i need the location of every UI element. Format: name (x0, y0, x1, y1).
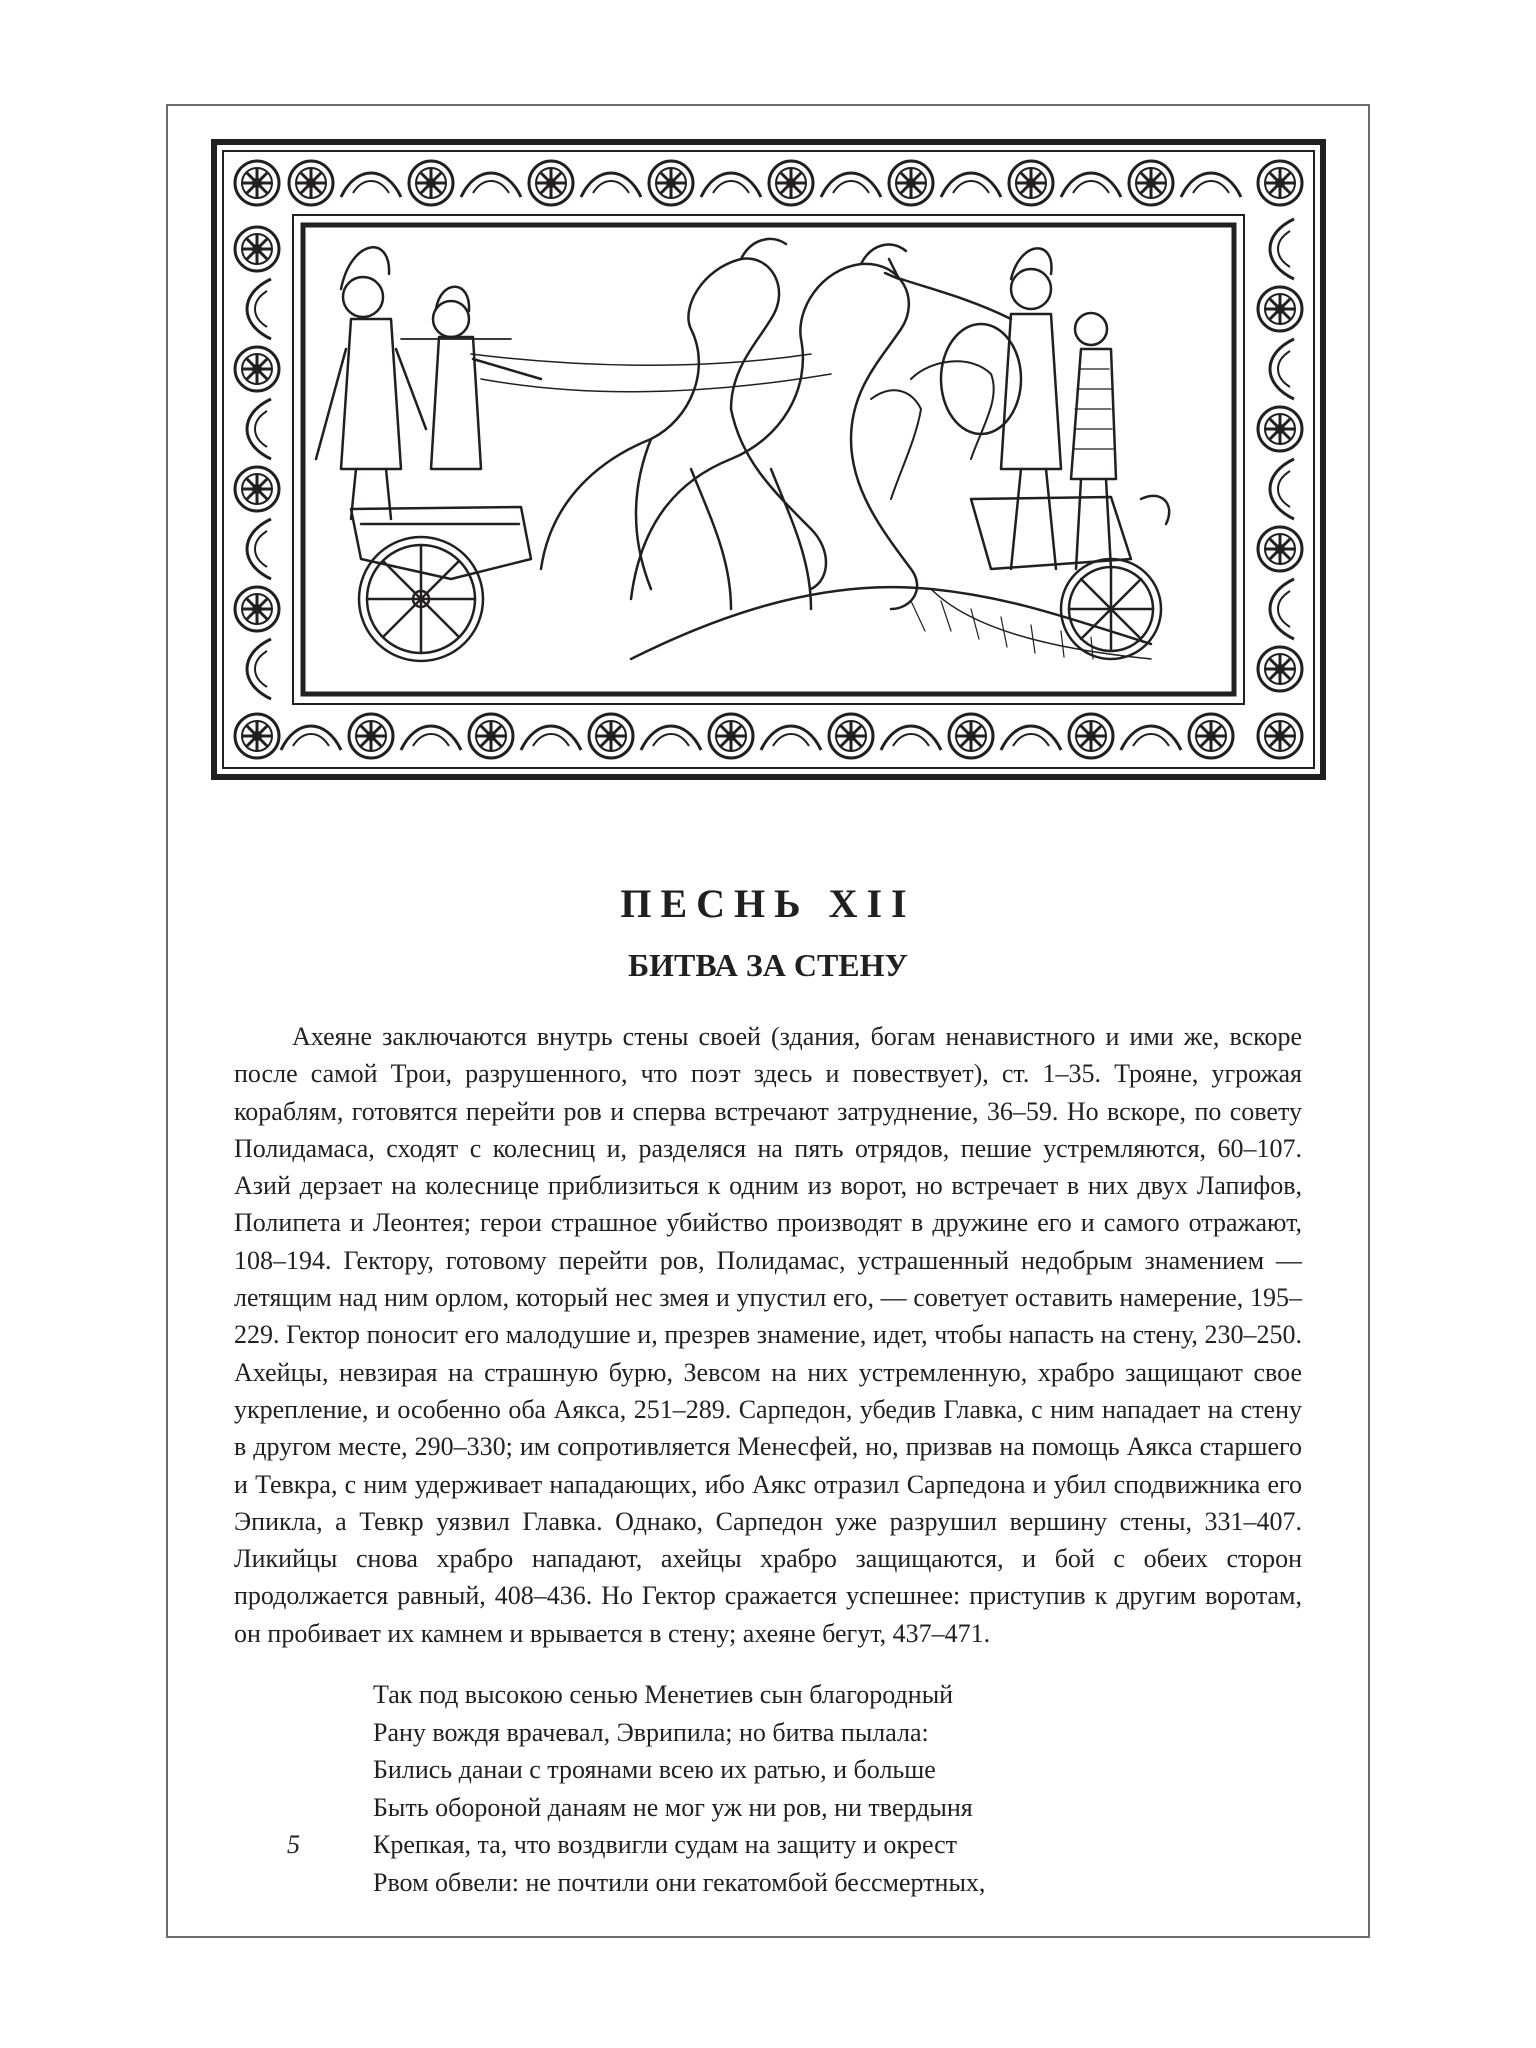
verse-line-text: Быть обороной данаям не мог уж ни ров, ни твердыня (373, 1792, 973, 1822)
canto-subtitle: БИТВА ЗА СТЕНУ (628, 947, 908, 983)
line-number: 5 (287, 1830, 300, 1859)
canto-title: ПЕСНЬ XII (620, 881, 916, 926)
verse-line-text: Рану вождя врачевал, Эврипила; но битва пылала: (373, 1717, 929, 1747)
verse-line (240, 1864, 1240, 1902)
verse-line (240, 1789, 1240, 1827)
verse-line-text: Крепкая, та, что воздвигли судам на защиту и окрест (373, 1830, 958, 1859)
verse-line (240, 1714, 1240, 1752)
verse-line-text: Так под высокою сенью Менетиев сын благородный (373, 1680, 954, 1709)
verse-line (240, 1751, 1240, 1789)
canto-argument-paragraph: Ахеяне заключаются внутрь стены своей (здания, богам ненавистного и ими же, вскоре после самой Трои, разрушенного, что поэт здесь и повествует), ст. 1–35. Трояне, угрожая кораблям, готовятся перейти ров и сперва встречают затруднение, 36–59. Но вскоре, по совету Полидамаса, сходят с колесниц и, разделяся на пять отрядов, пешие устремляются, 60–107. Азий дерзает на колеснице приблизиться к одним из ворот, но встречает в них двух Лапифов, Полипета и Леонтея; герои страшное убийство производят в дружине его и самого отражают, 108–194. Гектору, готовому перейти ров, Полидамас, устрашенный недобрым знамением — летящим над ним орлом, который нес змея и упустил его, — советует оставить намерение, 195–229. Гектор поносит его малодушие и, презрев знамение, идет, чтобы напасть на стену, 230–250. Ахейцы, невзирая на страшную бурю, Зевсом на них устремленную, храбро защищают свое укрепление, и особенно оба Аякса, 251–289. Сарпедон, убедив Главка, с ним нападает на стену в другом месте, 290–330; им сопротивляется Менесфей, но, призвав на помощь Аякса старшего и Тевкра, с ним удерживает нападающих, ибо Аякс отразил Сарпедона и убил сподвижника его Эпикла, а Тевкр уязвил Главка. Однако, Сарпедон уже разрушил вершину стены, 331–407. Ликийцы снова храбро нападают, ахейцы храбро защищаются, и бой с обеих сторон продолжается равный, 408–436. Но Гектор сражается успешнее: приступив к другим воротам, он пробивает их камнем и врывается в стену; ахеяне бегут, 437–471. (234, 1022, 1302, 1648)
verse-line-text: Бились данаи с троянами всею их ратью, и больше (373, 1755, 936, 1784)
verse-line-text: Рвом обвели: не почтили они гекатомбой бессмертных, (373, 1867, 986, 1897)
verse-line (240, 1676, 1240, 1714)
chariot-battle-illustration (211, 139, 1326, 780)
verse-line (240, 1826, 1240, 1864)
verse-block (240, 1676, 1240, 1901)
